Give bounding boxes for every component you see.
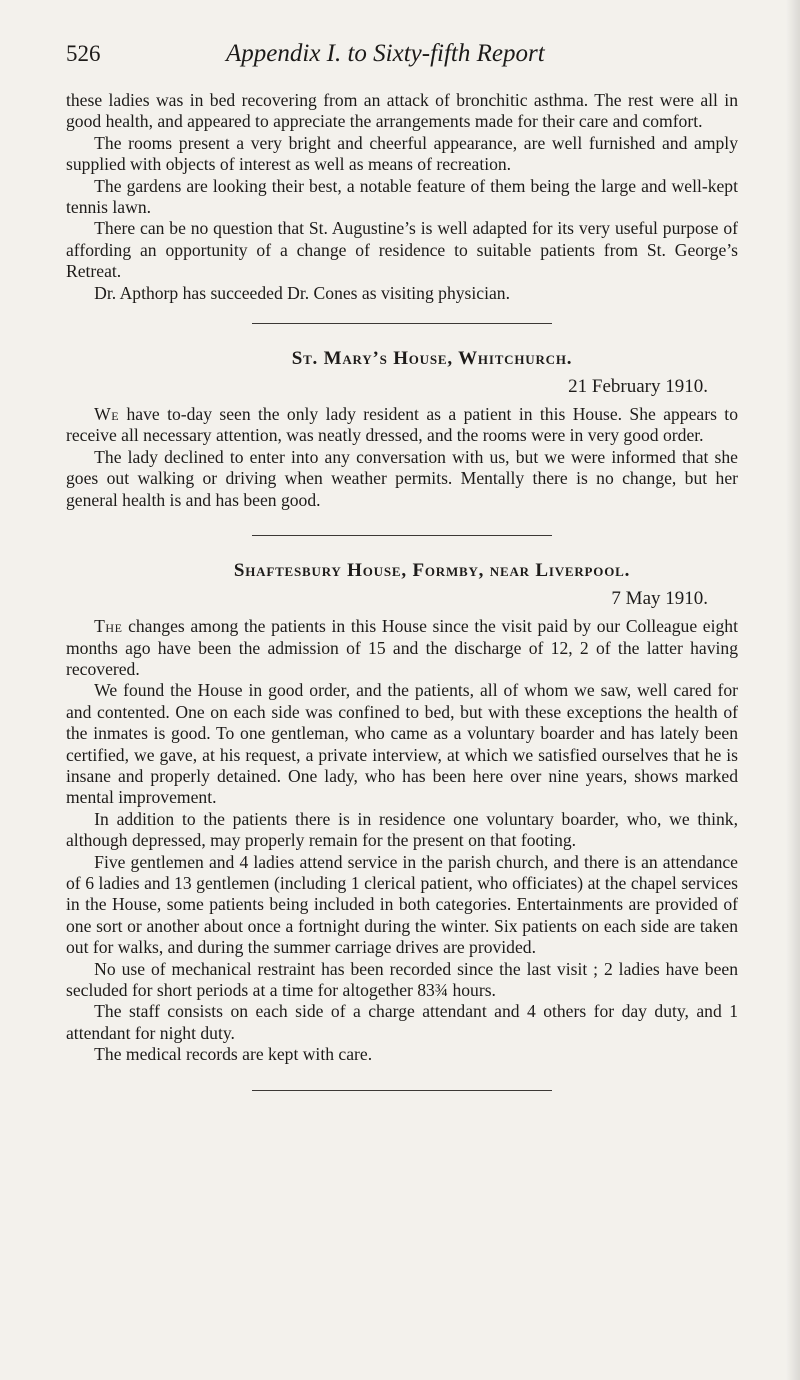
section-heading: Shaftesbury House, Formby, near Liverpool. <box>233 560 631 582</box>
first-word: We <box>94 404 120 425</box>
section-st-augustines-continued <box>66 90 738 304</box>
running-title: Appendix I. to Sixty-fifth Report <box>226 40 545 67</box>
section-date: 7 May 1910. <box>611 588 708 610</box>
paragraph: There can be no question that St. Augustine’s is well adapted for its very useful purpose of affording an opportunity of a change of residence to suitable patients from St. George’s Retreat. <box>66 218 738 282</box>
paragraph: The gardens are looking their best, a notable feature of them being the large and well-kept tennis lawn. <box>66 175 738 218</box>
paragraph: The rooms present a very bright and cheerful appearance, are well furnished and amply supplied with objects of interest as well as means of recreation. <box>66 132 738 175</box>
paragraph: We found the House in good order, and the patients, all of whom we saw, well cared for and contented. One on each side was confined to bed, but with these exceptions the health of the inmates is good. To one gentleman, who came as a voluntary boarder and has lately been certified, we gave, at his request, a private interview, at which we satisfied ourselves that he is insane and properly detained. One lady, who has been here over nine years, shows marked mental improvement. <box>66 680 738 808</box>
section-divider <box>252 535 552 536</box>
first-word: The <box>94 616 123 637</box>
paragraph: Five gentlemen and 4 ladies attend service in the parish church, and there is an attendance of 6 ladies and 13 gentlemen (including 1 clerical patient, who officiates) at the chapel services in the House, some patients being included in both categories. Entertainments are provided of one sort or another about once a fortnight during the winter. Six patients on each side are taken out for walks, and during the summer carriage drives are provided. <box>66 851 738 958</box>
paragraph: The staff consists on each side of a charge attendant and 4 others for day duty, and 1 attendant for night duty. <box>66 1001 738 1043</box>
paragraph: The lady declined to enter into any conversation with us, but we were informed that she goes out walking or driving when weather permits. Mentally there is no change, but her general health is and has been good. <box>66 446 738 510</box>
paragraph: Dr. Apthorp has succeeded Dr. Cones as visiting physician. <box>94 282 510 303</box>
paragraph: No use of mechanical restraint has been recorded since the last visit ; 2 ladies have been secluded for short periods at a time for altogether 83¾ hours. <box>66 958 738 1000</box>
paragraph <box>66 616 738 680</box>
page-number: 526 <box>66 41 101 66</box>
paragraph: In addition to the patients there is in residence one voluntary boarder, who, we think, although depressed, may properly remain for the present on that footing. <box>66 808 738 851</box>
section-st-marys-house <box>66 348 738 511</box>
section-shaftesbury-house <box>66 560 738 1066</box>
paragraph: The medical records are kept with care. <box>94 1044 373 1065</box>
paragraph <box>66 404 738 447</box>
paragraph-text: changes among the patients in this House since the visit paid by our Colleague eight months ago have been the admission of 15 and the discharge of 12, 2 of the latter having recovered. <box>66 616 738 679</box>
paragraph: these ladies was in bed recovering from an attack of bronchitic asthma. The rest were all in good health, and appeared to appreciate the arrangements made for their care and comfort. <box>66 90 738 132</box>
section-divider <box>252 323 552 324</box>
section-heading: St. Mary’s House, Whitchurch. <box>291 348 573 370</box>
section-date: 21 February 1910. <box>568 376 708 398</box>
running-head <box>66 40 738 76</box>
paragraph-text: have to-day seen the only lady resident as a patient in this House. She appears to receive all necessary attention, was neatly dressed, and the rooms were in very good order. <box>66 404 738 446</box>
page-edge-shadow <box>786 0 800 1380</box>
section-divider <box>252 1090 552 1091</box>
